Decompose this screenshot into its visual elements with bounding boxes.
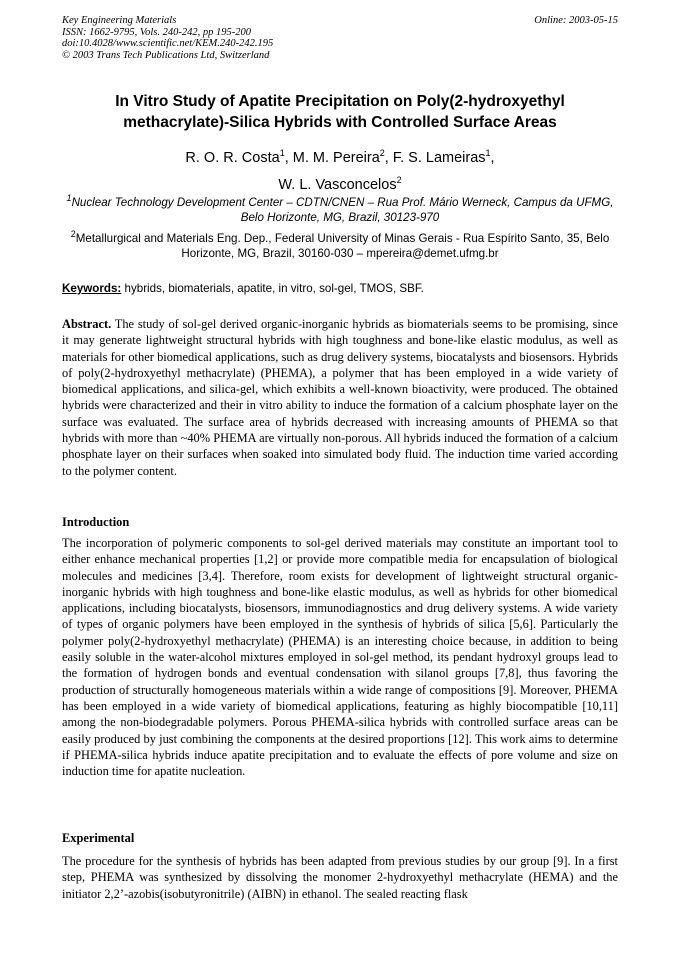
author-list — [62, 142, 618, 196]
affiliation-2 — [62, 227, 618, 262]
journal-issn: ISSN: 1662-9795, Vols. 240-242, pp 195-200 — [62, 26, 251, 38]
title-line-1: In Vitro Study of Apatite Precipitation on Poly(2-hydroxyethyl — [115, 93, 565, 110]
author-name: W. L. Vasconcelos — [278, 176, 397, 193]
author-line-1: R. O. R. Costa$^1$, M. M. Pereira$^2$, F. S. Lameiras$^1$, — [185, 148, 495, 166]
journal-doi: doi:10.4028/www.scientific.net/KEM.240-242.195 — [62, 38, 274, 49]
abstract — [62, 316, 618, 479]
author-affiliation-mark: 1 — [279, 148, 285, 158]
author-affiliation-mark: 2 — [379, 148, 385, 158]
keywords — [62, 281, 618, 296]
introduction-heading: Introduction — [62, 515, 130, 529]
affiliation-mark: 2 — [70, 229, 76, 239]
abstract-text: The study of sol-gel derived organic-inorganic hybrids as biomaterials seems to be promising, since it may generate lightweight structural hybrids with high toughness and bone-like elastic modulus, as well as materials for other biomedical applications, such as drug delivery systems, biocatalysts and biosensors. Hybrids of poly(2-hydroxyethyl methacrylate) (PHEMA), a polymer that has been employed in a wide variety of biomedical applications, and silica-gel, which exhibits a well-known bioactivity, were produced. The obtained hybrids were characterized and their in vitro ability to induce the formation of a calcium phosphate layer on the surface was evaluated. The surface area of hybrids decreased with increasing amounts of PHEMA so that hybrids with more than ~40% PHEMA are virtually non-porous. All hybrids induced the formation of a calcium phosphate layer on their surfaces when soaked into simulated body fluid. The induction time varied according to the polymer content. — [62, 317, 618, 478]
abstract-label: Abstract. — [62, 317, 112, 331]
affiliation-1 — [62, 191, 618, 226]
experimental-heading: Experimental — [62, 831, 135, 845]
keywords-text: hybrids, biomaterials, apatite, in vitro, sol-gel, TMOS, SBF. — [121, 282, 424, 295]
online-date: Online: 2003-05-15 — [534, 15, 618, 26]
author-affiliation-mark: 2 — [396, 174, 402, 185]
paper-title — [62, 91, 618, 133]
introduction-text: The incorporation of polymeric components to sol-gel derived materials may constitute an important tool to either enhance mechanical properties [1,2] or provide more compatible media for encapsulation of biological molecules and medicines [3,4]. Therefore, room exists for development of lightweight structural organic-inorganic hybrids with high toughness and bone-like elastic modulus, as well as hybrids for other biomedical applications, including biocatalysts, biosensors, immunodiagnostics and drug delivery systems. A wide variety of types of organic polymers have been employed in the synthesis of hybrids of silica [5,6]. Particularly the polymer poly(2-hydroxyethyl methacrylate) (PHEMA) is an interesting choice because, in addition to being easily soluble in the water-alcohol mixtures employed in sol-gel method, its pendant hydroxyl groups lead to the formation of hydrogen bonds and eventual condensation with silanol groups [7,8], thus favoring the production of structurally homogeneous materials within a wide range of compositions [9]. Moreover, PHEMA has been employed in a wide variety of biomedical applications, featuring as highly biocompatible [10,11] among the non-biodegradable polymers. Porous PHEMA-silica hybrids with controlled surface areas can be easily produced by just combining the components at the desired proportions [12]. This work aims to determine if PHEMA-silica hybrids induce apatite precipitation and to evaluate the effects of pore volume and size on induction time for apatite nucleation. — [62, 536, 618, 779]
journal-name: Key Engineering Materials — [62, 15, 177, 26]
affiliation-text: Metallurgical and Materials Eng. Dep., Federal University of Minas Gerais - Rua Espírito Santo, 35, Belo Horizonte, MG, Brazil, 30160-030 – mpereira@demet.ufmg.br — [75, 231, 610, 261]
journal-copyright: © 2003 Trans Tech Publications Ltd, Switzerland — [62, 49, 270, 61]
title-line-2: methacrylate)-Silica Hybrids with Controlled Surface Areas — [123, 114, 557, 131]
author-affiliation-mark: 1 — [485, 148, 491, 158]
author-name: R. O. R. Costa — [185, 149, 280, 166]
author-name: F. S. Lameiras — [392, 149, 486, 166]
keywords-label: Keywords: — [62, 282, 122, 295]
affiliation-mark: 1 — [66, 193, 72, 203]
author-name: M. M. Pereira — [292, 149, 380, 166]
affiliation-text: Nuclear Technology Development Center – CDTN/CNEN – Rua Prof. Mário Werneck, Campus da UFMG, Belo Horizonte, MG, Brazil, 30123-970 — [71, 195, 614, 225]
journal-header — [62, 15, 618, 61]
experimental-text: The procedure for the synthesis of hybrids has been adapted from previous studies by our group [9]. In a first step, PHEMA was synthesized by dissolving the monomer 2-hydroxyethyl methacrylate (HEMA) and the initiator 2,2’-azobis(isobutyronitrile) (AIBN) in ethanol. The sealed reacting flask — [62, 854, 618, 901]
